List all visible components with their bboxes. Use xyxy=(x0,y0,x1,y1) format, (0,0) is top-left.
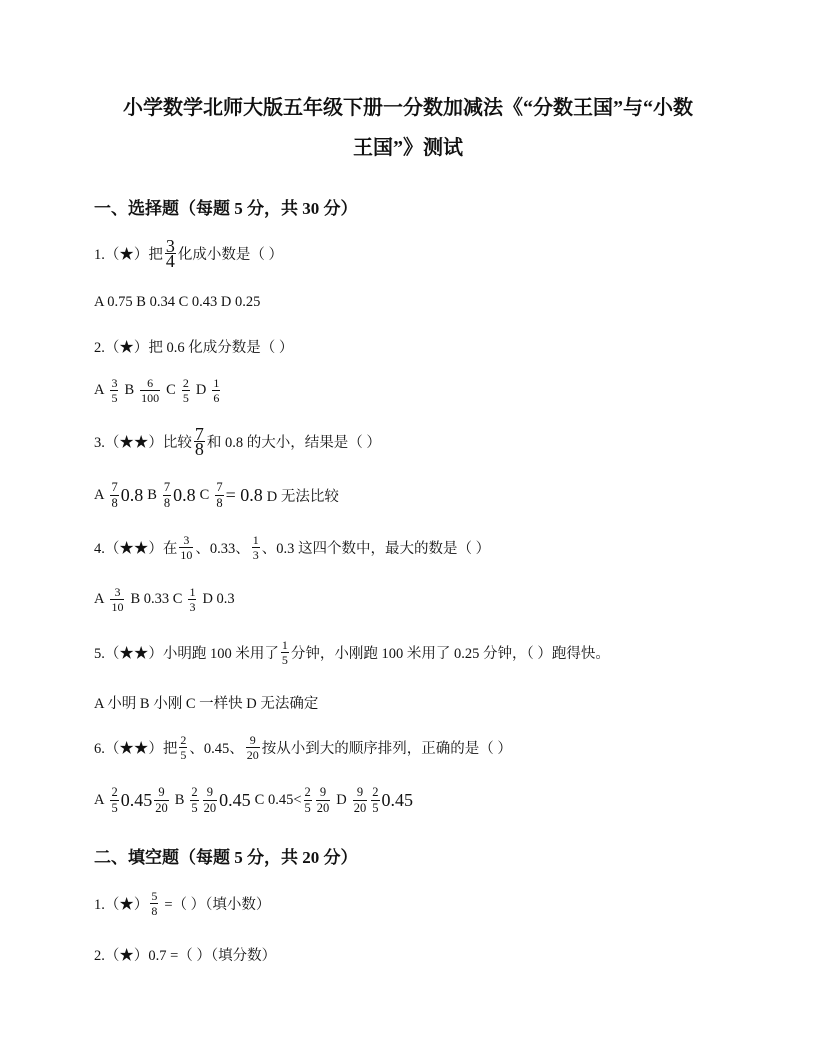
question-number: 1.（★）把 xyxy=(94,247,163,263)
fraction: $\frac{3}{10}$ xyxy=(180,533,193,562)
fraction: $\frac{1}{3}$ xyxy=(252,533,259,562)
section-heading-fill: 二、填空题（每题 5 分，共 20 分） xyxy=(94,848,358,867)
fraction: $\frac{3}{10}$ xyxy=(111,585,124,614)
title-line-2: 王国”》测试 xyxy=(353,137,463,159)
title-line-1: 小学数学北师大版五年级下册一分数加减法《“分数王国”与“小数 xyxy=(123,97,693,119)
fraction: $\frac{7}{8}$ xyxy=(111,480,118,510)
question-3: 3.（★★）比较 $\frac{7}{8}$ 和 0.8 的大小，结果是（ ） xyxy=(94,424,381,459)
question-4: 4.（★★）在 $\frac{3}{10}$ 、0.33、 $\frac{1}{3}$ 、0.3 这四个数中，最大的数是（ ） xyxy=(94,533,491,562)
fraction: $\frac{2}{5}$ xyxy=(372,785,379,815)
fraction: $\frac{9}{20}$ xyxy=(155,785,168,815)
fraction: $\frac{3}{5}$ xyxy=(111,376,118,405)
question-5-options: A 小明 B 小刚 C 一样快 D 无法确定 xyxy=(94,696,319,712)
question-3-options: A $\frac{7}{8}$ 0.8 B $\frac{7}{8}$ 0.8 C $\frac{7}{8}$ = 0.8 D 无法比较 xyxy=(94,480,339,510)
question-1-options: A 0.75 B 0.34 C 0.43 D 0.25 xyxy=(94,294,261,310)
question-6: 6.（★★）把 $\frac{2}{5}$ 、0.45、 $\frac{9}{20}$ 按从小到大的顺序排列，正确的是（ ） xyxy=(94,733,512,762)
section-heading-choice: 一、选择题（每题 5 分，共 30 分） xyxy=(94,199,358,218)
fraction: $\frac{9}{20}$ xyxy=(316,785,330,815)
fraction: $\frac{2}{5}$ xyxy=(180,733,187,762)
fraction: $\frac{7}{8}$ xyxy=(216,480,223,510)
fraction: $\frac{9}{20}$ xyxy=(246,733,259,762)
question-4-options: A $\frac{3}{10}$ B 0.33 C $\frac{1}{3}$ D 0.3 xyxy=(94,585,235,614)
fraction: $\frac{2}{5}$ xyxy=(191,785,198,815)
fraction: $\frac{9}{20}$ xyxy=(353,785,367,815)
question-6-options: A $\frac{2}{5}$ 0.45 $\frac{9}{20}$ B $\frac{2}{5}$ $\frac{9}{20}$ 0.45 C 0.45< $\frac{2}{5}$ $\frac{9}{20}$ D $\frac{9}{20}$ $\frac{2}{5}$ 0.45 xyxy=(94,785,413,815)
fraction: $\frac{9}{20}$ xyxy=(203,785,217,815)
fraction: $\frac{1}{3}$ xyxy=(189,585,196,614)
fraction: $\frac{7}{8}$ xyxy=(163,480,171,510)
fraction: $\frac{2}{5}$ xyxy=(111,785,118,815)
question-1 xyxy=(94,236,283,271)
question-5: 5.（★★）小明跑 100 米用了 $\frac{1}{5}$ 分钟，小刚跑 100 米用了 0.25 分钟，（ ）跑得快。 xyxy=(94,638,610,667)
fraction: $\frac{1}{5}$ xyxy=(281,638,288,667)
fill-question-2: 2.（★）0.7 =（ ）（填分数） xyxy=(94,948,277,964)
fraction: $\frac{7}{8}$ xyxy=(194,424,204,459)
fill-question-1: 1.（★） $\frac{5}{8}$ =（ ）（填小数） xyxy=(94,889,271,918)
fraction: $\frac{6}{100}$ xyxy=(141,376,160,405)
fraction: $\frac{2}{5}$ xyxy=(182,376,189,405)
fraction: $\frac{5}{8}$ xyxy=(151,889,158,918)
question-2-options: A $\frac{3}{5}$ B $\frac{6}{100}$ C $\frac{2}{5}$ D $\frac{1}{6}$ xyxy=(94,376,220,405)
fraction: $\frac{2}{5}$ xyxy=(304,785,311,815)
question-text: 化成小数是（ ） xyxy=(177,247,283,263)
fraction: $\frac{1}{6}$ xyxy=(213,376,220,405)
question-2: 2.（★）把 0.6 化成分数是（ ） xyxy=(94,340,294,356)
page-title xyxy=(60,94,756,162)
fraction: $\frac{3}{4}$ xyxy=(165,236,175,271)
